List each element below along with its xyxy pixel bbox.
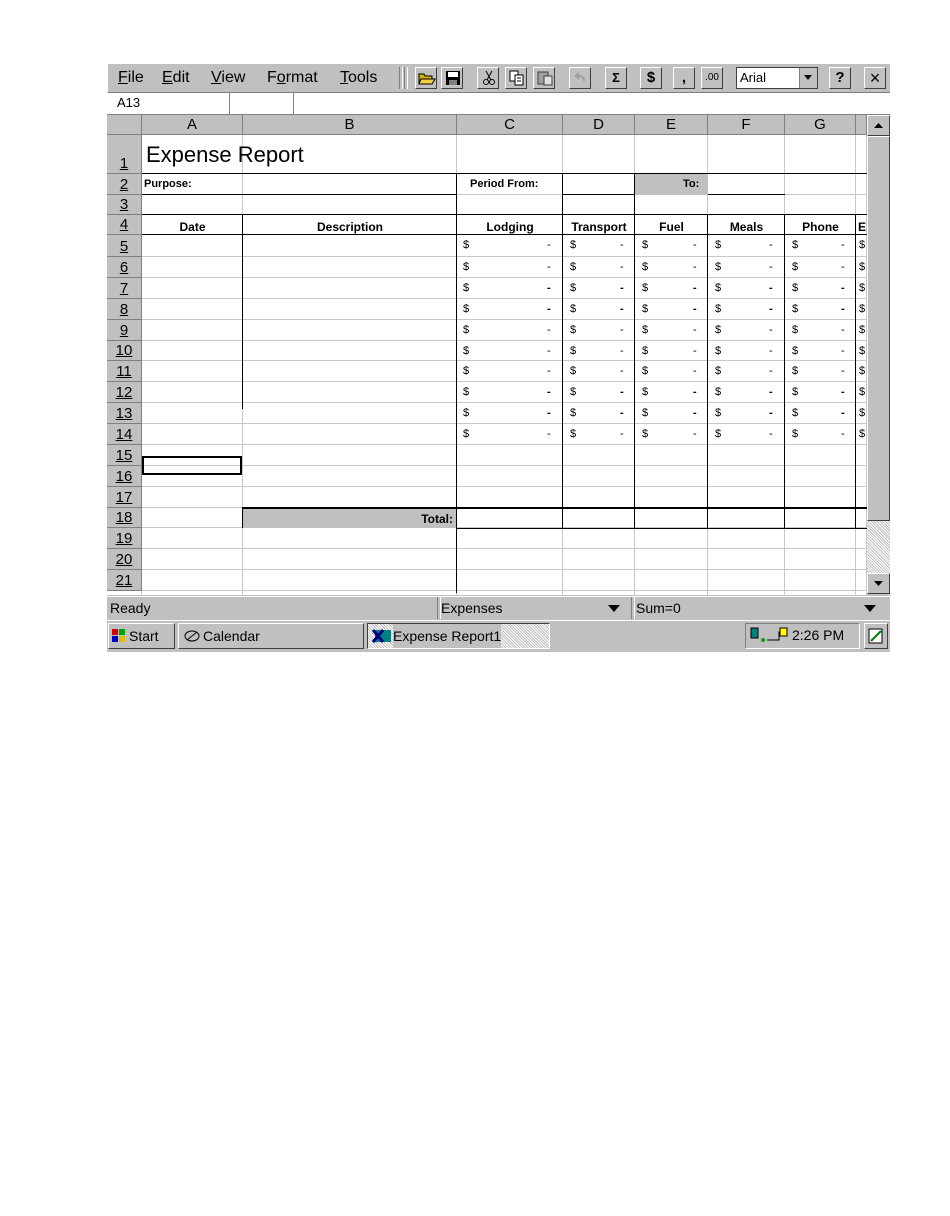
header-date: Date <box>179 220 206 234</box>
row-header[interactable] <box>107 215 142 235</box>
row-header[interactable] <box>107 278 142 299</box>
row-header[interactable] <box>107 466 142 487</box>
transport-value: - <box>620 282 624 294</box>
lodging-value: - <box>547 239 551 251</box>
open-button[interactable] <box>415 67 437 89</box>
gridline <box>142 423 867 424</box>
meals-value: - <box>769 324 773 336</box>
lodging-value: - <box>547 386 551 398</box>
lodging-currency: $ <box>463 407 470 419</box>
header-meals: Meals <box>729 220 764 234</box>
calendar-label: Calendar <box>203 628 260 644</box>
transport-value: - <box>620 407 624 419</box>
meals-value: - <box>769 261 773 273</box>
transport-currency: $ <box>570 365 577 377</box>
meals-currency: $ <box>715 428 722 440</box>
row-header[interactable] <box>107 235 142 257</box>
transport-value: - <box>620 428 624 440</box>
row-header[interactable] <box>107 320 142 341</box>
chevron-down-icon[interactable] <box>799 68 817 88</box>
column-header-c[interactable]: C <box>457 115 563 135</box>
partial-currency: $ <box>859 239 866 251</box>
transport-currency: $ <box>570 428 577 440</box>
cell-border <box>855 214 856 528</box>
row-number: 21 <box>115 572 133 589</box>
cell-border <box>562 173 563 528</box>
row-number: 14 <box>115 426 133 443</box>
notes-button[interactable] <box>864 623 888 649</box>
phone-currency: $ <box>792 386 799 398</box>
sum-dropdown-icon[interactable] <box>863 603 877 613</box>
menu-edit[interactable]: Edit <box>162 69 190 86</box>
row-header[interactable] <box>107 508 142 528</box>
status-mode: Ready <box>110 600 151 616</box>
calendar-icon <box>183 628 201 644</box>
row-number: 15 <box>115 447 133 464</box>
cell-border <box>142 173 867 174</box>
copy-icon <box>508 70 526 86</box>
gridline <box>142 381 867 382</box>
phone-value: - <box>841 428 845 440</box>
phone-value: - <box>841 345 845 357</box>
taskbar-calendar[interactable] <box>178 623 364 649</box>
fuel-value: - <box>693 428 697 440</box>
fuel-currency: $ <box>642 407 649 419</box>
transport-currency: $ <box>570 407 577 419</box>
cell-border <box>456 173 457 593</box>
save-button[interactable] <box>441 67 463 89</box>
gridline <box>142 360 867 361</box>
folder-open-icon <box>418 70 436 86</box>
menu-file[interactable]: File <box>118 69 144 86</box>
autosum-button[interactable]: Σ <box>605 67 627 89</box>
toolbar-grip <box>404 67 408 89</box>
header-transport: Transport <box>571 220 627 234</box>
lodging-value: - <box>547 365 551 377</box>
phone-currency: $ <box>792 303 799 315</box>
spreadsheet-grid[interactable] <box>107 115 890 595</box>
partial-currency: $ <box>859 303 866 315</box>
windows-logo-icon <box>111 628 127 644</box>
header-lodging: Lodging <box>486 220 534 234</box>
partial-currency: $ <box>859 407 866 419</box>
cell-border <box>243 507 867 509</box>
taskbar-expense-report[interactable] <box>367 623 550 649</box>
meals-currency: $ <box>715 282 722 294</box>
fuel-currency: $ <box>642 282 649 294</box>
transport-currency: $ <box>570 282 577 294</box>
arrow-down-icon <box>868 574 889 593</box>
gridline <box>142 319 867 320</box>
currency-button[interactable]: $ <box>640 67 662 89</box>
column-header-e[interactable]: E <box>635 115 708 135</box>
meals-currency: $ <box>715 324 722 336</box>
phone-value: - <box>841 407 845 419</box>
gridline <box>142 569 867 570</box>
meals-currency: $ <box>715 407 722 419</box>
phone-currency: $ <box>792 239 799 251</box>
column-header-g[interactable]: G <box>785 115 856 135</box>
excel-icon <box>372 628 392 644</box>
column-header-partial[interactable] <box>856 115 867 135</box>
phone-currency: $ <box>792 365 799 377</box>
meals-value: - <box>769 345 773 357</box>
row-header[interactable] <box>107 487 142 508</box>
phone-currency: $ <box>792 345 799 357</box>
help-button[interactable]: ? <box>829 67 851 89</box>
fuel-value: - <box>693 303 697 315</box>
lodging-currency: $ <box>463 386 470 398</box>
to-label: To: <box>683 178 700 190</box>
row-number: 10 <box>115 342 133 359</box>
header-partial: E <box>858 220 867 234</box>
connection-icon[interactable] <box>749 626 789 646</box>
fuel-value: - <box>693 386 697 398</box>
cell-border <box>708 194 785 195</box>
gridline <box>142 402 867 403</box>
lodging-value: - <box>547 345 551 357</box>
column-header-d[interactable]: D <box>563 115 635 135</box>
row-number: 20 <box>115 551 133 568</box>
cut-button[interactable] <box>477 67 499 89</box>
system-tray <box>745 623 860 649</box>
pocket-excel-window <box>107 63 890 652</box>
gridline <box>142 465 867 466</box>
font-select-value: Arial <box>740 70 767 85</box>
row-number: 7 <box>119 280 129 297</box>
phone-currency: $ <box>792 407 799 419</box>
partial-currency: $ <box>859 324 866 336</box>
lodging-currency: $ <box>463 303 470 315</box>
vertical-scrollbar[interactable] <box>867 115 890 595</box>
row-number: 2 <box>119 176 129 193</box>
partial-currency: $ <box>859 282 866 294</box>
meals-value: - <box>769 365 773 377</box>
lodging-value: - <box>547 303 551 315</box>
gridline <box>142 298 867 299</box>
menu-toolbar <box>107 63 890 93</box>
selected-cell-a13[interactable] <box>142 456 242 475</box>
transport-currency: $ <box>570 386 577 398</box>
row-number: 9 <box>119 322 129 339</box>
fuel-value: - <box>693 282 697 294</box>
status-bar <box>107 596 890 620</box>
total-label: Total: <box>421 512 453 526</box>
phone-value: - <box>841 239 845 251</box>
scroll-thumb[interactable] <box>867 136 890 521</box>
close-button[interactable]: × <box>864 67 886 89</box>
phone-value: - <box>841 282 845 294</box>
lodging-value: - <box>547 261 551 273</box>
phone-currency: $ <box>792 324 799 336</box>
phone-value: - <box>841 365 845 377</box>
copy-button[interactable] <box>505 67 527 89</box>
transport-value: - <box>620 239 624 251</box>
gridline <box>142 444 867 445</box>
transport-currency: $ <box>570 239 577 251</box>
header-fuel: Fuel <box>659 220 684 234</box>
status-divider <box>631 597 635 619</box>
window-label: Expense Report1 <box>393 624 501 648</box>
purpose-label: Purpose: <box>144 178 192 190</box>
row-header[interactable] <box>107 570 142 591</box>
row-number: 5 <box>119 238 129 255</box>
column-header-b[interactable]: B <box>243 115 457 135</box>
row-number: 17 <box>115 489 133 506</box>
row-number: 4 <box>119 216 129 233</box>
fuel-value: - <box>693 324 697 336</box>
transport-value: - <box>620 303 624 315</box>
fuel-currency: $ <box>642 261 649 273</box>
row-number: 18 <box>115 509 133 526</box>
fuel-value: - <box>693 407 697 419</box>
paste-button[interactable] <box>533 67 555 89</box>
fuel-value: - <box>693 345 697 357</box>
header-description: Description <box>316 220 383 234</box>
transport-value: - <box>620 345 624 357</box>
formula-bar-divider <box>229 93 230 114</box>
column-header-f[interactable]: F <box>708 115 785 135</box>
row-header[interactable] <box>107 403 142 424</box>
transport-value: - <box>620 386 624 398</box>
menu-format[interactable]: Format <box>267 69 318 86</box>
transport-currency: $ <box>570 303 577 315</box>
row-header[interactable] <box>107 257 142 278</box>
taskbar <box>107 620 890 652</box>
lodging-currency: $ <box>463 345 470 357</box>
cell-border <box>142 214 867 215</box>
undo-icon <box>572 70 590 86</box>
row-header[interactable] <box>107 424 142 445</box>
fuel-currency: $ <box>642 303 649 315</box>
decimal-button[interactable]: .00 <box>701 67 723 89</box>
scroll-track[interactable] <box>867 521 890 573</box>
row-header[interactable] <box>107 445 142 466</box>
lodging-currency: $ <box>463 239 470 251</box>
phone-value: - <box>841 386 845 398</box>
arrow-up-icon <box>868 116 889 135</box>
row-number: 19 <box>115 530 133 547</box>
lodging-value: - <box>547 324 551 336</box>
row-header[interactable] <box>107 549 142 570</box>
cell-border <box>457 528 867 529</box>
fuel-currency: $ <box>642 365 649 377</box>
meals-value: - <box>769 428 773 440</box>
lodging-value: - <box>547 282 551 294</box>
column-header-a[interactable]: A <box>142 115 243 135</box>
meals-currency: $ <box>715 386 722 398</box>
transport-currency: $ <box>570 261 577 273</box>
row-header[interactable] <box>107 174 142 195</box>
meals-value: - <box>769 282 773 294</box>
row-header[interactable] <box>107 135 142 174</box>
gridline <box>142 256 867 257</box>
floppy-disk-icon <box>444 70 462 86</box>
meals-value: - <box>769 303 773 315</box>
transport-value: - <box>620 365 624 377</box>
meals-currency: $ <box>715 239 722 251</box>
phone-currency: $ <box>792 261 799 273</box>
row-number: 6 <box>119 259 129 276</box>
lodging-currency: $ <box>463 261 470 273</box>
phone-value: - <box>841 324 845 336</box>
toolbar-grip <box>399 67 403 89</box>
meals-currency: $ <box>715 261 722 273</box>
fuel-currency: $ <box>642 386 649 398</box>
partial-currency: $ <box>859 345 866 357</box>
row-header[interactable] <box>107 361 142 382</box>
cell-border <box>707 214 708 528</box>
cell-border <box>142 194 457 195</box>
transport-value: - <box>620 324 624 336</box>
row-header[interactable] <box>107 341 142 361</box>
lodging-currency: $ <box>463 282 470 294</box>
menu-view[interactable]: View <box>211 69 246 86</box>
meals-currency: $ <box>715 365 722 377</box>
partial-currency: $ <box>859 386 866 398</box>
gridline <box>142 277 867 278</box>
lodging-value: - <box>547 428 551 440</box>
fuel-value: - <box>693 239 697 251</box>
phone-value: - <box>841 261 845 273</box>
scroll-up-button[interactable] <box>867 115 890 136</box>
cell-border <box>242 214 243 409</box>
sheet-dropdown-icon[interactable] <box>607 603 621 613</box>
lodging-currency: $ <box>463 324 470 336</box>
period-from-label: Period From: <box>470 178 539 190</box>
scroll-down-button[interactable] <box>867 573 890 594</box>
cell-border <box>563 194 635 195</box>
row-number: 8 <box>119 301 129 318</box>
gridline <box>142 590 867 591</box>
fuel-currency: $ <box>642 239 649 251</box>
gridline <box>142 486 867 487</box>
lodging-currency: $ <box>463 365 470 377</box>
cell-border <box>142 234 867 235</box>
fuel-currency: $ <box>642 428 649 440</box>
clock[interactable]: 2:26 PM <box>792 627 845 643</box>
row-header[interactable] <box>107 382 142 403</box>
start-button[interactable] <box>108 623 175 649</box>
transport-currency: $ <box>570 324 577 336</box>
select-all-corner[interactable] <box>107 115 142 135</box>
cell-border <box>784 214 785 528</box>
cell-border <box>634 173 635 528</box>
row-number: 1 <box>119 155 129 172</box>
partial-currency: $ <box>859 261 866 273</box>
transport-currency: $ <box>570 345 577 357</box>
fuel-currency: $ <box>642 324 649 336</box>
start-label: Start <box>129 628 159 644</box>
formula-bar-divider <box>293 93 294 114</box>
sum-readout[interactable]: Sum=0 <box>636 600 681 616</box>
partial-currency: $ <box>859 428 866 440</box>
fuel-currency: $ <box>642 345 649 357</box>
scissors-icon <box>480 70 498 86</box>
header-phone: Phone <box>802 220 839 234</box>
fuel-value: - <box>693 365 697 377</box>
lodging-value: - <box>547 407 551 419</box>
paste-icon <box>536 70 554 86</box>
gridline <box>142 548 867 549</box>
fuel-value: - <box>693 261 697 273</box>
partial-currency: $ <box>859 365 866 377</box>
sheet-selector[interactable]: Expenses <box>441 600 503 616</box>
meals-currency: $ <box>715 303 722 315</box>
formula-bar <box>107 93 890 115</box>
notepad-icon <box>867 627 885 645</box>
transport-value: - <box>620 261 624 273</box>
meals-value: - <box>769 407 773 419</box>
meals-value: - <box>769 239 773 251</box>
undo-button[interactable] <box>569 67 591 89</box>
phone-currency: $ <box>792 428 799 440</box>
row-number: 13 <box>115 405 133 422</box>
row-header[interactable] <box>107 528 142 549</box>
meals-currency: $ <box>715 345 722 357</box>
cell-border <box>242 507 243 528</box>
row-number: 16 <box>115 468 133 485</box>
comma-style-button[interactable]: , <box>673 67 695 89</box>
phone-value: - <box>841 303 845 315</box>
lodging-currency: $ <box>463 428 470 440</box>
row-number: 3 <box>119 196 129 213</box>
row-number: 11 <box>116 363 132 380</box>
menu-tools[interactable]: Tools <box>340 69 378 86</box>
phone-currency: $ <box>792 282 799 294</box>
cell-reference[interactable]: A13 <box>117 95 141 110</box>
row-header[interactable] <box>107 195 142 215</box>
font-select[interactable] <box>736 67 818 89</box>
sheet-title: Expense Report <box>146 142 304 167</box>
meals-value: - <box>769 386 773 398</box>
row-header[interactable] <box>107 299 142 320</box>
row-number: 12 <box>115 384 133 401</box>
gridline <box>142 340 867 341</box>
